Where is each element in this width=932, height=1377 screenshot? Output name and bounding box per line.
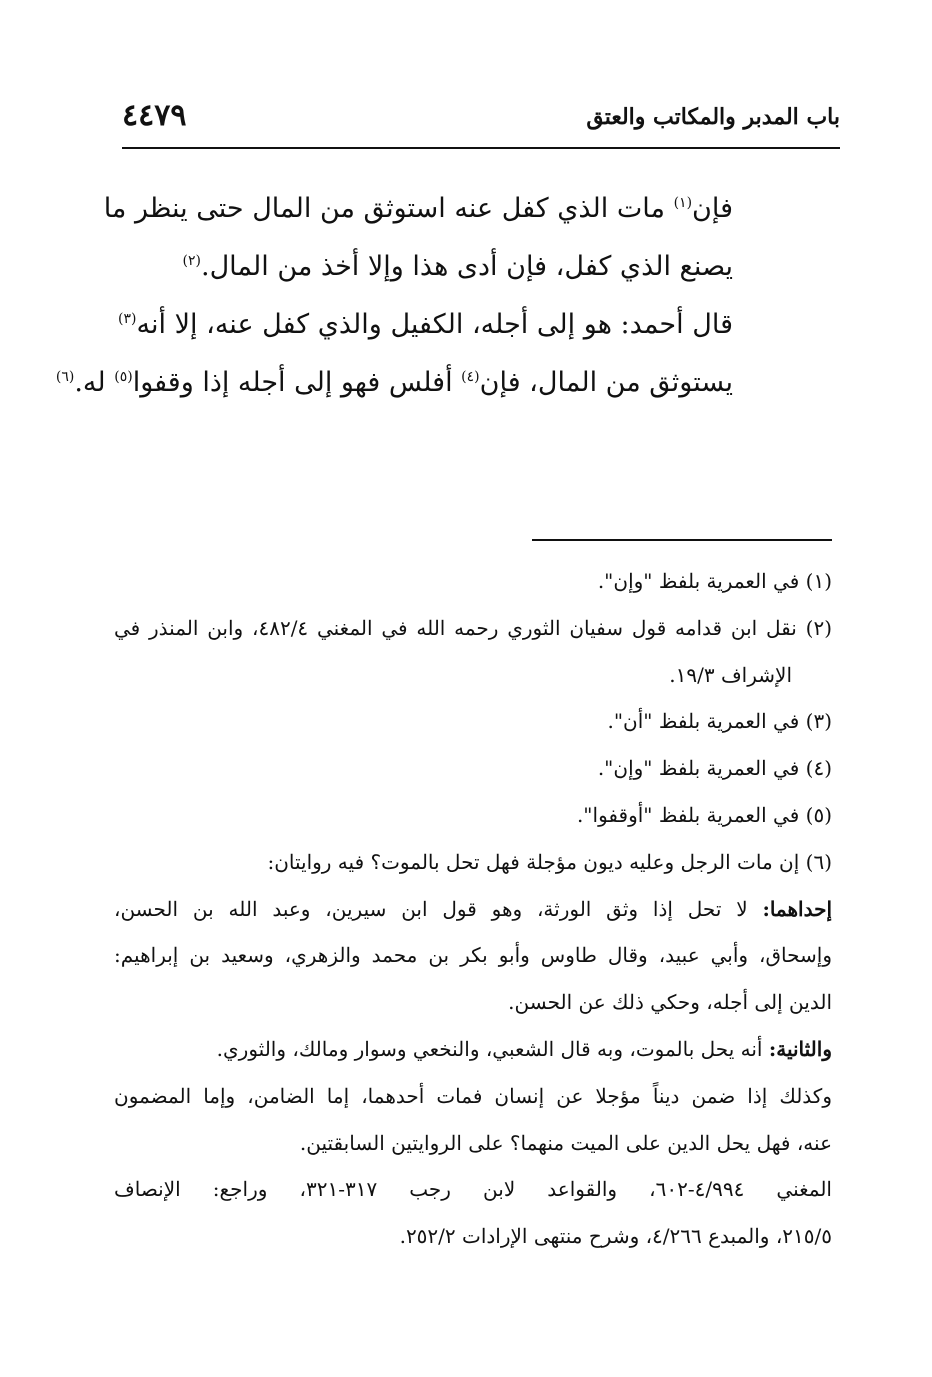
footnote-line: (١) في العمرية بلفظ "وإن".	[597, 569, 832, 593]
footnotes	[114, 558, 832, 1260]
footnote-ref: (٣)	[118, 311, 137, 327]
main-line: يصنع الذي كفل، فإن أدى هذا وإلا أخذ من المال.$^{(٢)}$	[182, 251, 733, 282]
chapter-title: باب المدبر والمكاتب والعتق	[586, 104, 840, 130]
footnote-line: وإسحاق، وأبي عبيد، وقال طاوس وأبو بكر بن محمد والزهري، وسعيد بن إبراهيم:	[114, 943, 832, 968]
footnote-line: الدين إلى أجله، وحكي ذلك عن الحسن.	[508, 990, 832, 1015]
footnote-ref: (٦)	[55, 369, 75, 385]
footnote-rule	[532, 539, 832, 541]
footnote-line: (٥) في العمرية بلفظ "أوقفوا".	[576, 802, 832, 827]
footnote-line: (٦) إن مات الرجل وعليه ديون مؤجلة فهل تحل بالموت؟ فيه روايتان:	[267, 849, 832, 874]
footnote-line: (٤) في العمرية بلفظ "وإن".	[597, 756, 832, 781]
main-line: يستوثق من المال، فإن$^{(٤)}$ أفلس فهو إلى أجله إذا وقفوا$^{(٥)}$ له.$^{(٦)}$	[55, 367, 733, 398]
footnote-ref: (١)	[673, 195, 693, 211]
header-rule	[122, 147, 840, 149]
footnote-ref: (٥)	[114, 369, 133, 385]
footnote-line: (٣) في العمرية بلفظ "أن".	[607, 709, 832, 734]
footnote-term: والثانية:	[768, 1036, 832, 1061]
footnote-line: الإشراف ١٩/٣.	[669, 662, 792, 687]
footnote-line: إحداهما: لا تحل إذا وثق الورثة، وهو قول ابن سيرين، وعبد الله بن الحسن،	[114, 896, 832, 921]
main-line: قال أحمد: هو إلى أجله، الكفيل والذي كفل عنه، إلا أنه$^{(٣)}$	[118, 309, 733, 340]
footnote-line: المغني ٤/٩٩٤-٦٠٢، والقواعد لابن رجب ٣١٧-٣٢١، وراجع: الإنصاف	[114, 1177, 832, 1202]
footnote-term: إحداهما:	[762, 896, 832, 921]
main-text	[55, 180, 733, 412]
footnote-ref: (٢)	[182, 253, 201, 269]
footnote-line: وكذلك إذا ضمن ديناً مؤجلا عن إنسان فمات أحدهما، إما الضامن، وإما المضمون	[114, 1083, 832, 1108]
footnote-line: عنه، فهل يحل الدين على الميت منهما؟ على الروايتين السابقتين.	[299, 1130, 832, 1155]
footnote-line: والثانية: أنه يحل بالموت، وبه قال الشعبي، والنخعي وسوار ومالك، والثوري.	[216, 1036, 832, 1061]
page-number: ٤٤٧٩	[122, 98, 187, 133]
footnote-ref: (٤)	[461, 369, 480, 385]
main-line: فإن$^{(١)}$ مات الذي كفل عنه استوثق من المال حتى ينظر ما	[103, 193, 733, 224]
running-header	[122, 98, 840, 144]
footnote-line: ٢١٥/٥، والمبدع ٤/٢٦٦، وشرح منتهى الإرادات ٢٥٢/٢.	[399, 1224, 832, 1249]
footnote-line: (٢) نقل ابن قدامه قول سفيان الثوري رحمه الله في المغني ٤٨٢/٤، وابن المنذر في	[114, 615, 832, 640]
